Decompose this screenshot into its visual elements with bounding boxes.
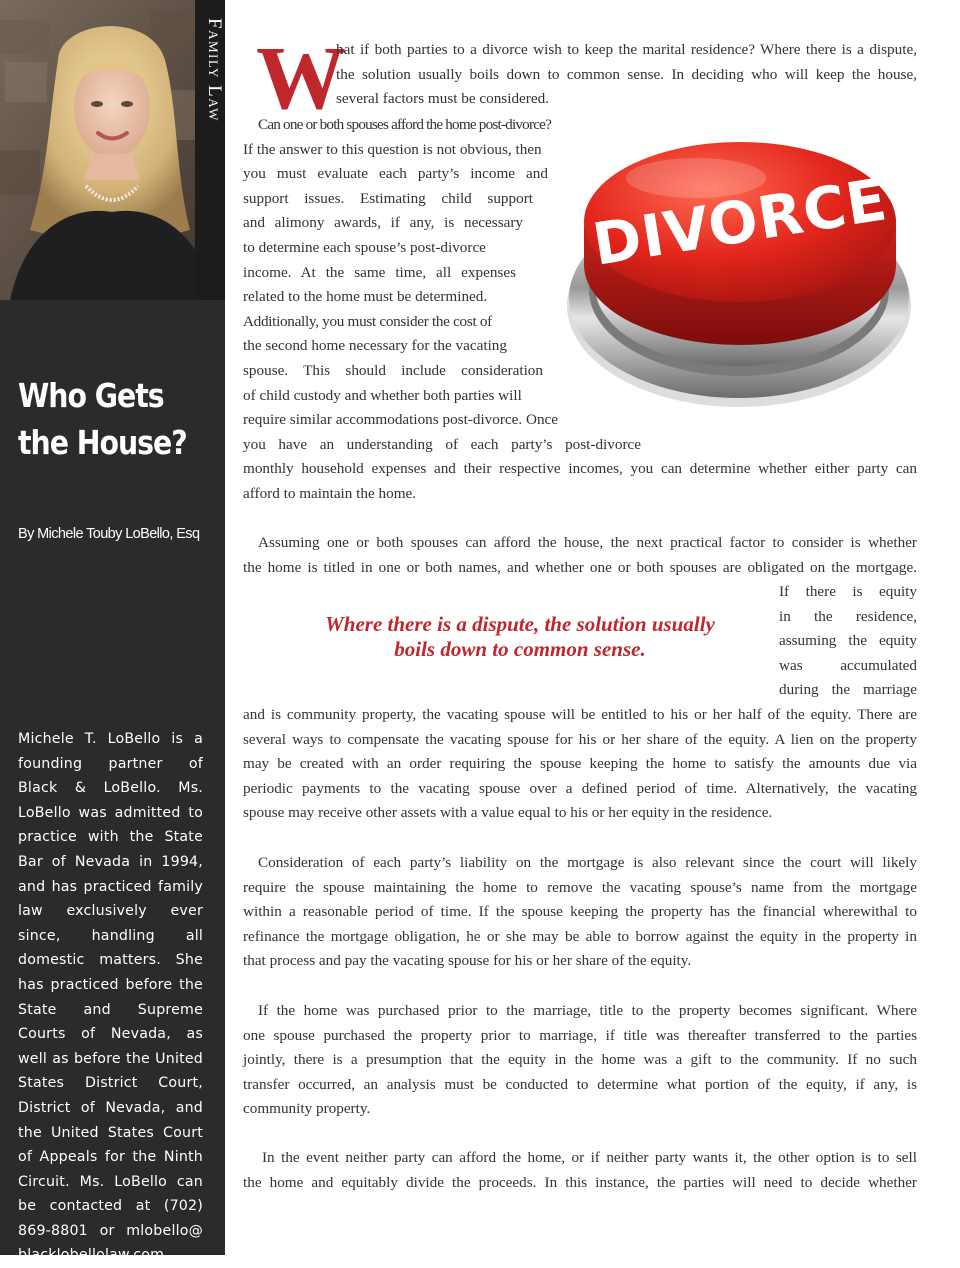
text-line: Additionally, you must consider the cost of: [243, 312, 492, 330]
text-line: income. At the same time, all expenses: [243, 263, 516, 281]
text-line: jointly, there is a presumption that the equity in the home was a gift to the community. If no such: [243, 1051, 917, 1069]
narrow-column: [779, 580, 917, 703]
text-line: you have an understanding of each party’s post-divorce: [243, 435, 641, 453]
text-line: require the spouse maintaining the home to remove the vacating spouse’s name from the mortgage: [243, 878, 917, 896]
text-line: require similar accommodations post-divorce. Once: [243, 411, 559, 429]
text-line: spouse. This should include consideration: [243, 361, 543, 379]
text-line: several ways to compensate the vacating spouse for his or her share of the equity. A lien on the property: [243, 730, 917, 748]
button-label: DIVORCE: [588, 165, 892, 279]
text-line: support issues. Estimating child support: [243, 189, 533, 207]
text-line: the home is titled in one or both names, and whether one or both spouses are obligated on the mortgage.: [243, 558, 917, 576]
pull-quote-line: boils down to common sense.: [394, 637, 646, 661]
text-line: periodic payments to the vacating spouse over a defined period of time. Alternatively, the vacating: [243, 779, 917, 797]
text-line: If there is equity: [779, 583, 917, 600]
text-line: Consideration of each party’s liability on the mortgage is also relevant since the court will likely: [258, 854, 917, 871]
paragraph-title: [243, 531, 917, 580]
intro-paragraph: [336, 38, 917, 112]
text-line: was accumulated: [779, 656, 917, 674]
text-line: If the home was purchased prior to the marriage, title to the property becomes significant. Where: [258, 1002, 917, 1019]
paragraph-premarital: [243, 999, 917, 1122]
text-line: the solution usually boils down to common sense. In deciding who will keep the house,: [336, 65, 917, 83]
text-line: that process and pay the vacating spouse for his or her share of the equity.: [243, 952, 692, 970]
text-line: within a reasonable period of time. If the spouse keeping the property has the financial wherewithal to: [243, 903, 917, 921]
text-line: the second home necessary for the vacating: [243, 337, 507, 355]
text-line: assuming the equity: [779, 632, 917, 650]
title-line: the House?: [18, 423, 187, 462]
text-line: during the marriage: [779, 681, 917, 699]
text-line: afford to maintain the home.: [243, 484, 417, 502]
article-title: [18, 372, 187, 466]
text-line: community property.: [243, 1100, 371, 1118]
text-line: and is community property, the vacating spouse will be entitled to his or her half of the equity. There are: [243, 706, 917, 723]
drop-cap: W: [256, 29, 346, 128]
pull-quote: [300, 612, 740, 662]
text-line: monthly household expenses and their respective incomes, you can determine whether either party can: [243, 460, 917, 478]
section-label: Family Law: [204, 18, 225, 122]
text-line: In the event neither party can afford the home, or if neither party wants it, the other option is to sell: [262, 1149, 917, 1166]
author-bio: Michele T. LoBello is a founding partner of Black & LoBello. Ms. LoBello was admitted to practice with the State Bar of Nevada in 1994, and has practiced family law exclusively ever since, handling all domestic matters. She has practiced before the State and Supreme Courts of Nevada, as well as before the United States District Court, District of Nevada, and the United States Court of Appeals for the Ninth Circuit. Ms. LoBello can be contacted at (702) 869-8801 or mlobello@ blacklobellolaw.com.: [18, 731, 203, 1264]
text-line: and alimony awards, if any, is necessary: [243, 214, 523, 232]
text-line: Assuming one or both spouses can afford the house, the next practical factor to consider is whether: [258, 534, 917, 551]
text-line: one spouse purchased the property prior to marriage, if title was thereafter transferred to the parties: [243, 1026, 917, 1044]
text-line: several factors must be considered.: [336, 90, 549, 108]
paragraph-mortgage: [243, 851, 917, 974]
text-line: refinance the mortgage obligation, he or she may be able to borrow against the equity in the property in: [243, 927, 917, 945]
title-line: Who Gets: [18, 376, 164, 415]
byline: By Michele Touby LoBello, Esq: [18, 526, 200, 542]
paragraph-sale: [243, 1146, 917, 1195]
text-line: to determine each spouse’s post-divorce: [243, 238, 486, 256]
text-line: transfer occurred, an analysis must be conducted to determine what portion of the equity, if any, is: [243, 1075, 917, 1093]
text-line: in the residence,: [779, 607, 917, 625]
text-line: of child custody and whether both parties will: [243, 386, 522, 404]
divorce-button-image: [556, 130, 916, 420]
text-line: spouse may receive other assets with a value equal to his or her equity in the residence.: [243, 804, 773, 822]
text-line: related to the home must be determined.: [243, 288, 488, 306]
text-line: Can one or both spouses afford the home post-divorce?: [258, 116, 552, 133]
text-line: the home and equitably divide the proceeds. In this instance, the parties will need to decide whether: [243, 1173, 917, 1191]
author-photo: [0, 0, 225, 300]
text-line: you must evaluate each party’s income and: [243, 165, 548, 183]
paragraph-equity: [243, 703, 917, 826]
text-line: may be created with an order requiring the spouse keeping the home to satisfy the amounts due via: [243, 755, 917, 773]
text-line: hat if both parties to a divorce wish to keep the marital residence? Where there is a dispute,: [336, 41, 917, 58]
pull-quote-line: Where there is a dispute, the solution usually: [325, 612, 715, 636]
text-line: If the answer to this question is not obvious, then: [243, 140, 542, 158]
sidebar: [0, 0, 225, 1264]
